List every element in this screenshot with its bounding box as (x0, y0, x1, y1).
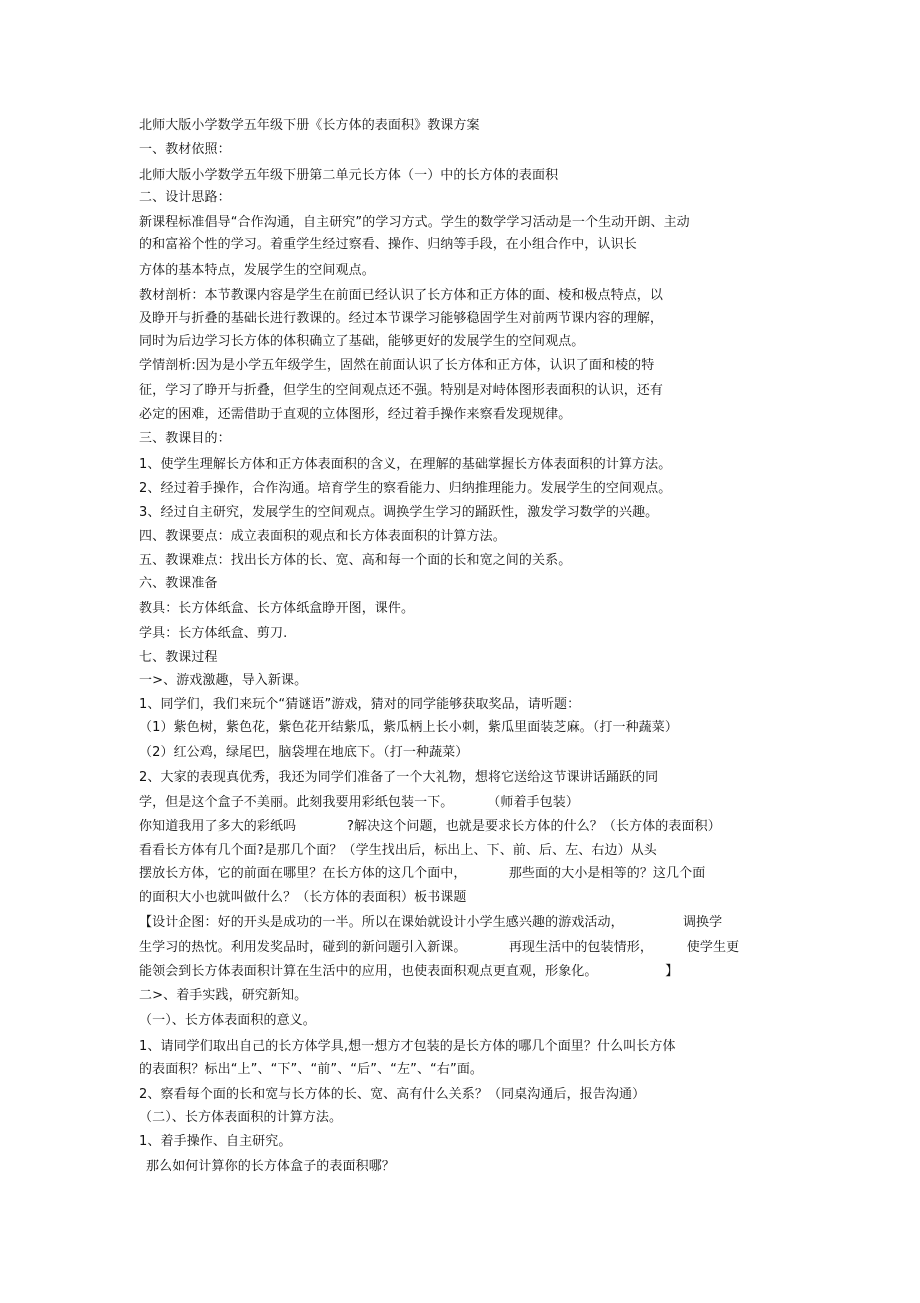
paragraph-line: 【设计企图：好的开头是成功的一半。所以在课始就设计小学生感兴趣的游戏活动， 调换学 (139, 915, 723, 930)
paragraph-line: 2、察看每个面的长和宽与长方体的长、宽、高有什么关系？（同桌沟通后，报告沟通） (139, 1087, 646, 1102)
paragraph-line: 及睁开与折叠的基础长进行教课的。经过本节课学习能够稳固学生对前两节课内容的理解， (139, 311, 664, 326)
paragraph-line: 征，学习了睁开与折叠，但学生的空间观点还不强。特别是对峙体图形表面积的认识，还有 (139, 383, 664, 398)
paragraph-line: 1、请同学们取出自己的长方体学具,想一想方才包装的是长方体的哪几个面里？什么叫长方体 (139, 1039, 676, 1054)
section-heading: 三、教课目的： (139, 431, 231, 446)
paragraph-line: 2、经过着手操作，合作沟通。培育学生的察看能力、归纳推理能力。发展学生的空间观点。 (139, 481, 672, 496)
paragraph-line: 学情剖析:因为是小学五年级学生，固然在前面认识了长方体和正方体，认识了面和棱的特 (139, 358, 655, 373)
section-heading: 七、教课过程 (139, 650, 218, 665)
section-heading: 二>、着手实践，研究新知。 (139, 988, 308, 1003)
paragraph-line: 3、经过自主研究，发展学生的空间观点。调换学生学习的踊跃性，激发学习数学的兴趣。 (139, 505, 659, 520)
paragraph-line: 1、着手操作、自主研究。 (139, 1134, 292, 1149)
paragraph-line: 能领会到长方体表面积计算在生活中的应用，也使表面积观点更直观，形象化。 】 (139, 964, 679, 979)
paragraph-line: 方体的基本特点，发展学生的空间观点。 (139, 263, 375, 278)
section-heading: （二）、长方体表面积的计算方法。 (139, 1110, 343, 1125)
paragraph-line: 的和富裕个性的学习。着重学生经过察看、操作、归纳等手段，在小组合作中，认识长 (139, 237, 637, 252)
paragraph-line: （1）紫色树，紫色花，紫色花开结紫瓜，紫瓜柄上长小刺，紫瓜里面装芝麻。（打一种蔬菜） (139, 720, 678, 735)
section-heading: （一）、长方体表面积的意义。 (139, 1013, 316, 1028)
paragraph-line: 教材剖析：本节教课内容是学生在前面已经认识了长方体和正方体的面、棱和极点特点，以 (139, 288, 664, 303)
paragraph-line: 你知道我用了多大的彩纸吗 ?解决这个问题，也就是要求长方体的什么？（长方体的表面积） (139, 819, 721, 834)
paragraph-line: 摆放长方体，它的前面在哪里？在长方体的这几个面中， 那些面的大小是相等的？这几个面 (139, 866, 706, 881)
paragraph-line: 四、教课要点：成立表面积的观点和长方体表面积的计算方法。 (139, 529, 506, 544)
paragraph-line: 那么如何计算你的长方体盒子的表面积哪？ (146, 1159, 395, 1174)
paragraph-line: 教具：长方体纸盒、长方体纸盒睁开图，课件。 (139, 601, 415, 616)
paragraph-line: 必定的困难，还需借助于直观的立体图形，经过着手操作来察看发现规律。 (139, 407, 572, 422)
paragraph-line: 1、同学们，我们来玩个“猜谜语”游戏，猜对的同学能够获取奖品，请听题： (139, 697, 581, 712)
paragraph-line: 2、大家的表现真优秀，我还为同学们准备了一个大礼物，想将它送给这节课讲话踊跃的同 (139, 770, 659, 785)
paragraph-line: 新课程标准倡导“合作沟通，自主研究”的学习方式。学生的数学学习活动是一个生动开朗、主动 (139, 215, 690, 230)
paragraph-line: 同时为后边学习长方体的体积确立了基础，能够更好的发展学生的空间观点。 (139, 334, 585, 349)
paragraph-line: 一>、游戏激趣，导入新课。 (139, 673, 308, 688)
section-heading: 六、教课准备 (139, 576, 218, 591)
document-title: 北师大版小学数学五年级下册《长方体的表面积》教课方案 (139, 118, 480, 133)
paragraph-line: 的表面积？标出“上”、“下”、“前”、“后”、“左”、“右”面。 (139, 1062, 484, 1077)
paragraph-line: 学具：长方体纸盒、剪刀. (139, 626, 288, 641)
paragraph-line: 看看长方体有几个面?是那几个面？（学生找出后，标出上、下、前、后、左、右边）从头 (139, 843, 657, 858)
paragraph-line: 1、使学生理解长方体和正方体表面积的含义，在理解的基础掌握长方体表面积的计算方法。 (139, 457, 672, 472)
paragraph-line: 学，但是这个盒子不美丽。此刻我要用彩纸包装一下。 （师着手包装） (139, 795, 579, 810)
paragraph-line: 北师大版小学数学五年级下册第二单元长方体（一）中的长方体的表面积 (139, 168, 559, 183)
paragraph-line: （2）红公鸡，绿尾巴，脑袋埋在地底下。（打一种蔬菜） (139, 745, 469, 760)
paragraph-line: 的面积大小也就叫做什么？（长方体的表面积）板书课题 (139, 890, 467, 905)
section-heading: 一、教材依照： (139, 142, 231, 157)
section-heading: 二、设计思路： (139, 190, 231, 205)
paragraph-line: 五、教课难点：找出长方体的长、宽、高和每一个面的长和宽之间的关系。 (139, 553, 572, 568)
paragraph-line: 生学习的热忱。利用发奖品时，碰到的新问题引入新课。 再现生活中的包装情形， 使学生更 (139, 940, 740, 955)
